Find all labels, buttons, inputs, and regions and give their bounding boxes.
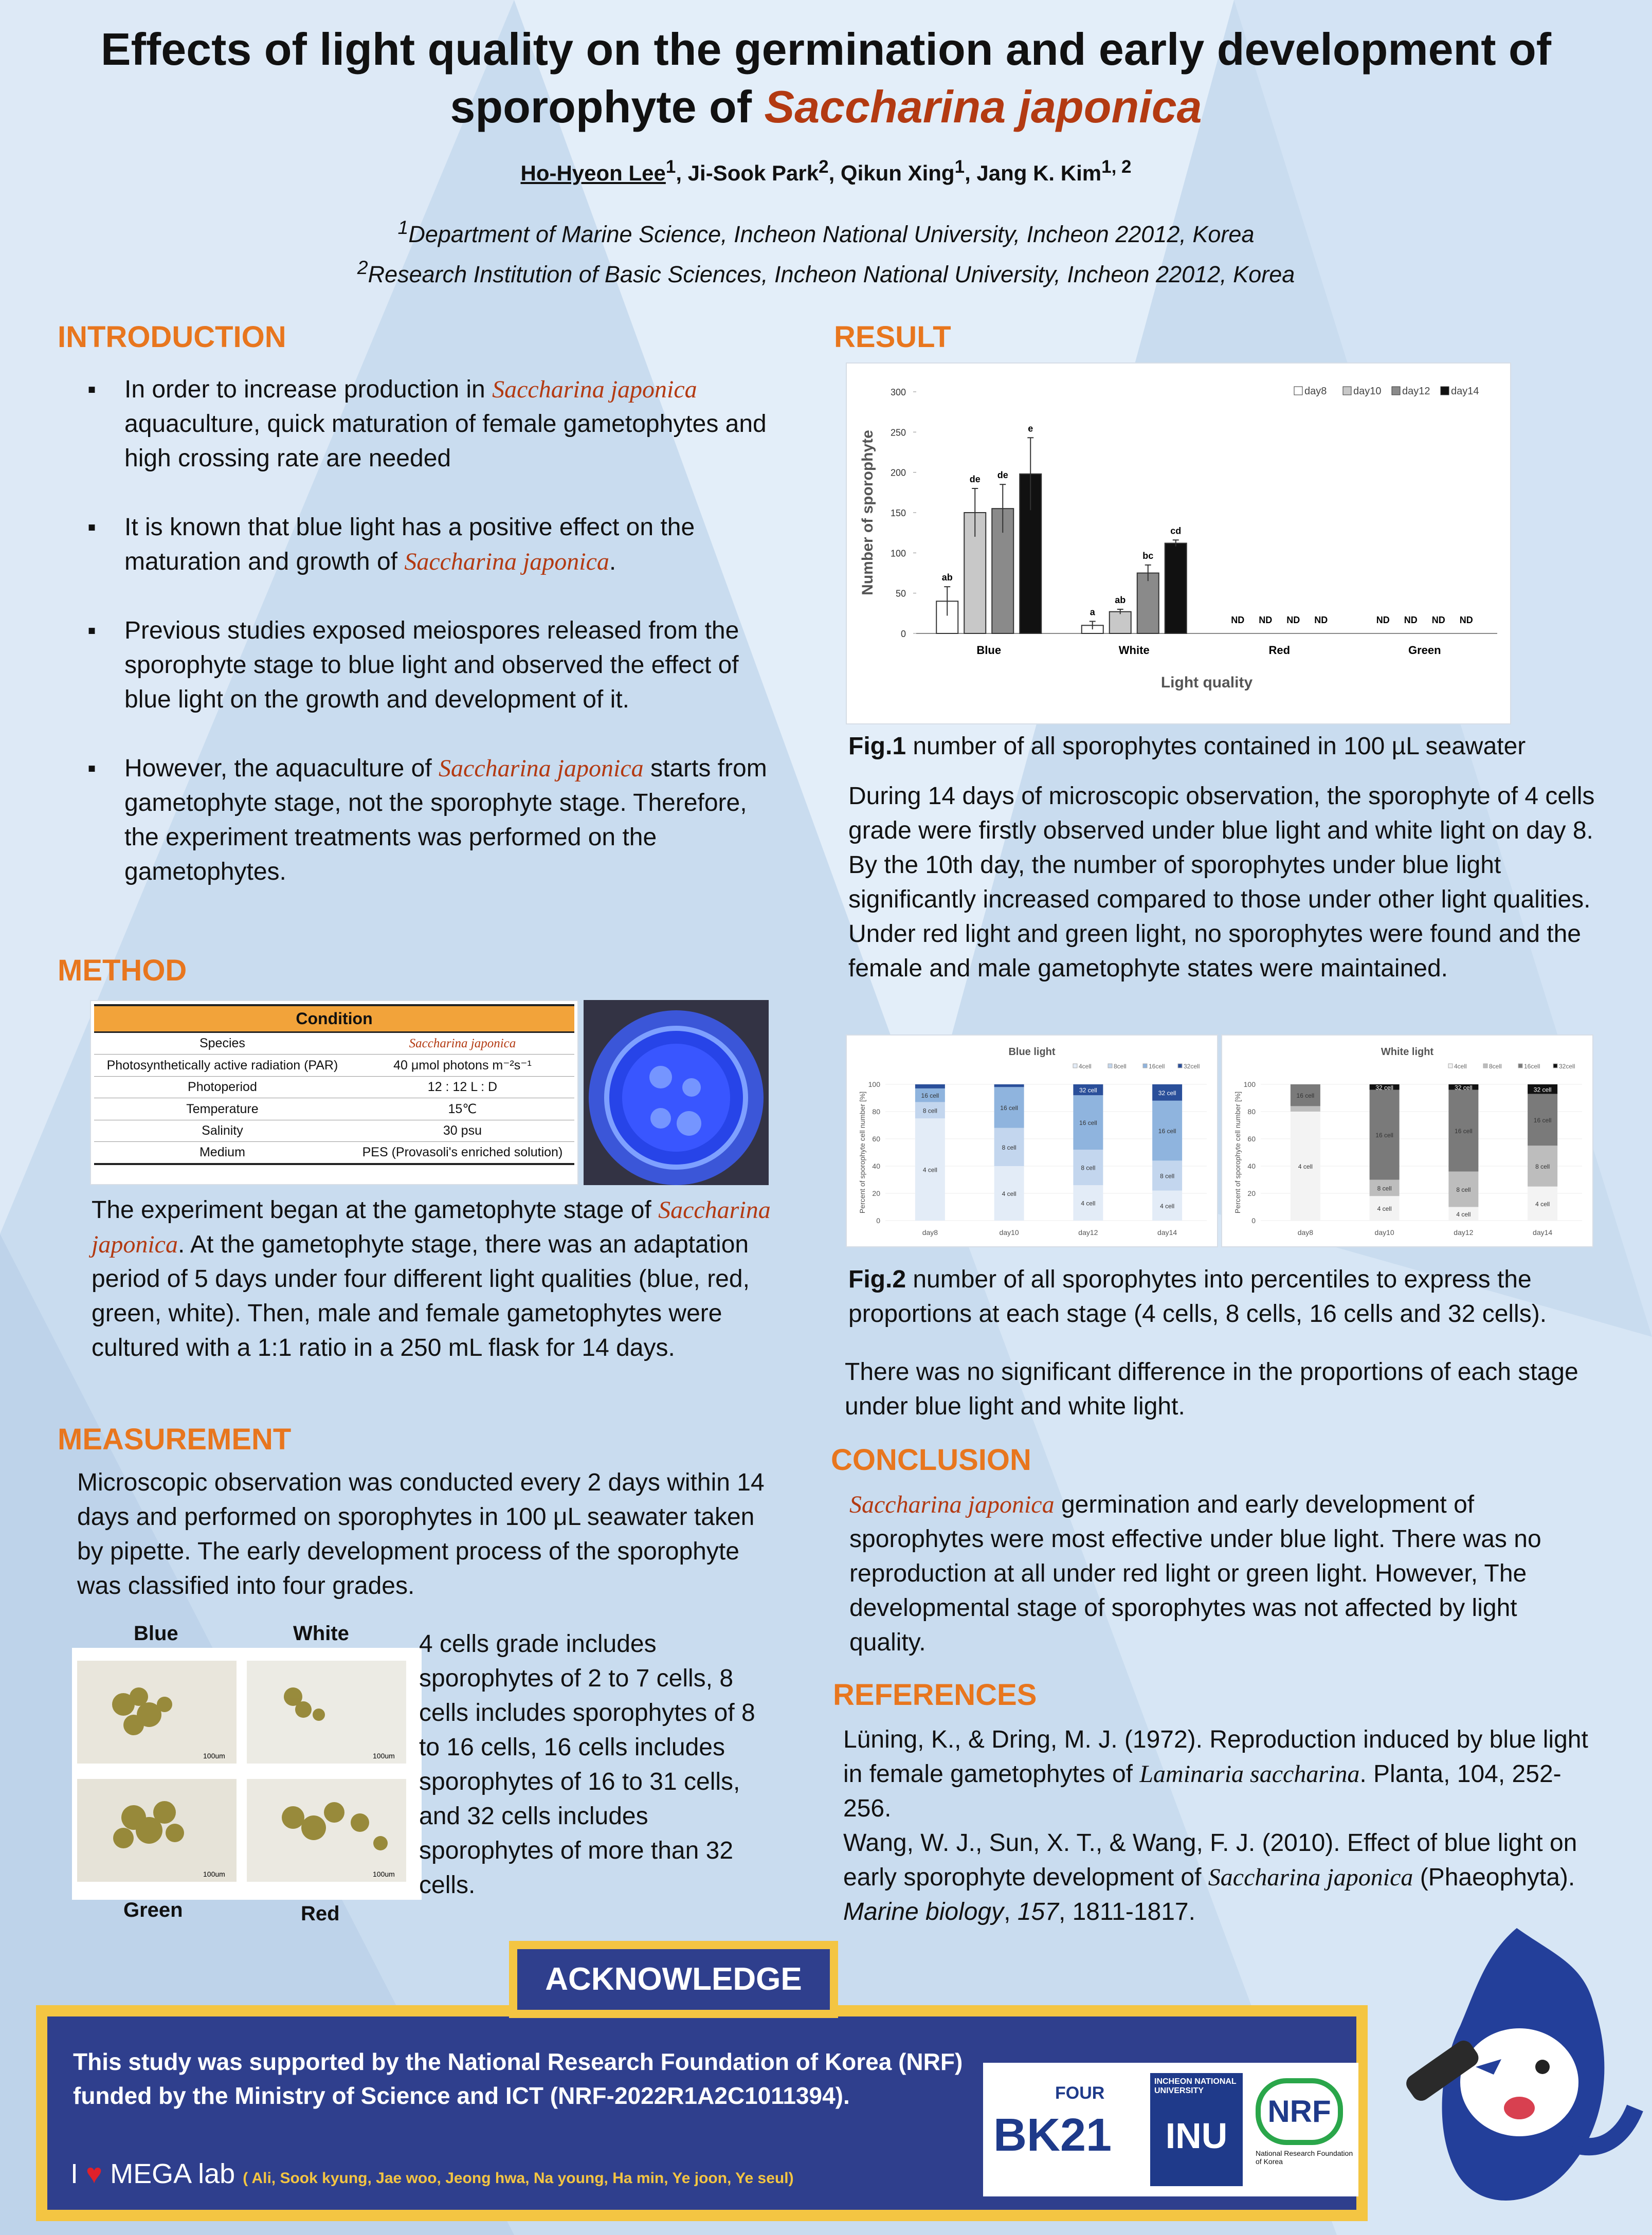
fig1-caption-text: number of all sporophytes contained in 100 µL seawater — [906, 733, 1526, 760]
conclusion-text: germination and early development of sporophytes were most effective under blue light. There was no reproduction at all under red light or green light. However, The developmental stage of sporophytes was not affected by light quality. — [849, 1491, 1541, 1656]
fig1-caption — [848, 729, 1620, 764]
intro-b2-pre: It is known that blue light has a positive effect on the maturation and growth of — [124, 514, 695, 575]
condition-table-header: Condition — [94, 1005, 574, 1032]
legend-label: day10 — [1353, 386, 1382, 397]
micrograph-images — [72, 1648, 422, 1900]
acknowledge-title: ACKNOWLEDGE — [517, 1949, 830, 2010]
bk21-logo — [993, 2083, 1112, 2181]
significance-letter: e — [1028, 423, 1033, 434]
legend-label: day14 — [1451, 386, 1479, 397]
segment-label: 16 cell — [1455, 1128, 1473, 1135]
conclusion-species: Saccharina japonica — [849, 1491, 1055, 1518]
segment-label: 8 cell — [922, 1107, 937, 1115]
legend-label: 4cell — [1454, 1063, 1467, 1070]
bk21-mark — [993, 2109, 1112, 2162]
intro-bullet-2 — [87, 510, 776, 579]
author-4: , Jang K. Kim — [965, 161, 1102, 185]
fig2-caption — [848, 1262, 1630, 1331]
fig1-label: Fig.1 — [848, 733, 906, 760]
x-tick-label: day14 — [1157, 1228, 1177, 1237]
love-line — [70, 2158, 794, 2190]
author-4-sup: 1, 2 — [1101, 157, 1132, 177]
micrograph-label-white: White — [293, 1622, 349, 1645]
legend-label: 8cell — [1489, 1063, 1502, 1070]
segment-label: 4 cell — [1298, 1163, 1313, 1170]
method-p-post: . At the gametophyte stage, there was an adaptation period of 5 days under four different light qualities (blue, red, green, white). Then, male and female gametophytes were cultured with a 1:1 ratio in a 250 mL flask for 14 days. — [92, 1231, 750, 1361]
ref2-pre: Wang, W. J., Sun, X. T., & Wang, F. J. (2010). Effect of blue light on early sporophyte development of — [843, 1829, 1577, 1891]
bk21-four: FOUR — [1055, 2083, 1105, 2103]
nd-label: ND — [1286, 615, 1300, 625]
fig1-bar-chart — [847, 364, 1510, 723]
affiliation-1-text: Department of Marine Science, Incheon National University, Incheon 22012, Korea — [408, 221, 1255, 247]
cond-key: Medium — [94, 1142, 351, 1165]
cond-key: Photosynthetically active radiation (PAR) — [94, 1055, 351, 1077]
method-p-pre: The experiment began at the gametophyte stage of — [92, 1196, 659, 1224]
y-tick-label: 20 — [872, 1189, 880, 1197]
title-line-2 — [31, 78, 1621, 136]
affiliation-2-sup: 2 — [357, 257, 368, 278]
cond-key: Salinity — [94, 1120, 351, 1142]
segment-label: 8 cell — [1160, 1172, 1175, 1180]
legend-label: day12 — [1402, 386, 1430, 397]
legend-swatch-32cell — [1553, 1064, 1557, 1068]
x-tick-label: day14 — [1533, 1228, 1553, 1237]
inu-logo — [1150, 2073, 1243, 2186]
result-paragraph-1: During 14 days of microscopic observation, the sporophyte of 4 cells grade were firstly observed under blue light and white light on day 8. By the 10th day, the number of sporophytes under blue light significantly increased compared to those under other light qualities. Under red light and green light, no sporophytes were found and the female and male gametophyte states were maintained. — [848, 783, 1595, 982]
x-tick-label: Red — [1268, 644, 1291, 657]
cond-key: Temperature — [94, 1098, 351, 1120]
acknowledge-box — [36, 2005, 1368, 2221]
method-heading: METHOD — [58, 954, 187, 987]
x-tick-label: day10 — [999, 1228, 1019, 1237]
nrf-logo — [1256, 2078, 1353, 2186]
micrograph-label-green: Green — [123, 1899, 183, 1921]
y-tick-label: 250 — [890, 427, 906, 438]
bk21-21: 21 — [1060, 2110, 1112, 2161]
segment-label: 16 cell — [1079, 1119, 1097, 1127]
ref1-italic: Laminaria saccharina — [1139, 1760, 1360, 1788]
intro-bullet-4 — [87, 751, 776, 889]
y-tick-label: 100 — [890, 548, 906, 559]
y-tick-label: 100 — [868, 1080, 880, 1088]
culture-flask-photo — [584, 1000, 769, 1185]
segment-label: 32 cell — [1533, 1086, 1552, 1094]
legend-swatch-4cell — [1073, 1064, 1077, 1068]
significance-letter: ab — [941, 572, 953, 583]
segment-8cell-day8 — [1291, 1106, 1320, 1112]
legend-swatch-8cell — [1483, 1064, 1487, 1068]
legend-swatch-day10 — [1343, 387, 1351, 395]
bar-day12-White — [1137, 573, 1159, 634]
significance-letter: ab — [1115, 595, 1126, 605]
segment-label: 32 cell — [1455, 1084, 1473, 1092]
micrograph-grid — [72, 1617, 422, 1936]
love-i: I — [70, 2158, 79, 2189]
significance-letter: de — [997, 470, 1008, 481]
method-paragraph — [92, 1193, 775, 1365]
scale-bar: 100um — [203, 1870, 225, 1878]
segment-label: 4 cell — [1535, 1200, 1550, 1208]
cond-value: 12 : 12 L : D — [351, 1077, 574, 1098]
segment-label: 8 cell — [1002, 1143, 1016, 1151]
segment-32cell-day10 — [994, 1084, 1024, 1087]
micrograph-label-blue: Blue — [134, 1622, 178, 1645]
inu-mark: INU — [1165, 2116, 1228, 2156]
author-3-sup: 1 — [954, 157, 965, 177]
segment-32cell-day8 — [915, 1084, 945, 1088]
nd-label: ND — [1259, 615, 1273, 625]
title-line-1: Effects of light quality on the germination and early development of — [100, 24, 1552, 75]
nd-label: ND — [1431, 615, 1445, 625]
ref1-pre: Lüning, K., & Dring, M. J. (1972). Reproduction induced by blue light in female gametophytes of — [843, 1726, 1588, 1788]
legend-swatch-day8 — [1294, 387, 1302, 395]
y-tick-label: 300 — [890, 387, 906, 397]
y-tick-label: 40 — [872, 1162, 880, 1170]
ref2-post: , 1811-1817. — [1058, 1898, 1195, 1925]
intro-b1-pre: In order to increase production in — [124, 376, 493, 403]
legend-swatch-4cell — [1448, 1064, 1453, 1068]
result-paragraph-2: There was no significant difference in the proportions of each stage under blue light and white light. — [845, 1358, 1578, 1420]
ref2-italic: Saccharina japonica — [1208, 1864, 1413, 1891]
introduction-heading: INTRODUCTION — [58, 320, 286, 354]
nd-label: ND — [1376, 615, 1390, 625]
cond-key: Species — [94, 1032, 351, 1055]
legend-label: 8cell — [1114, 1063, 1127, 1070]
x-tick-label: day12 — [1078, 1228, 1098, 1237]
fig1-panel — [846, 362, 1511, 724]
scale-bar: 100um — [203, 1752, 225, 1760]
condition-table — [94, 1004, 574, 1165]
x-axis-label: Light quality — [1160, 674, 1253, 691]
legend-label: 16cell — [1149, 1063, 1165, 1070]
cond-value: 40 μmol photons m⁻²s⁻¹ — [351, 1055, 574, 1077]
legend-swatch-day14 — [1441, 387, 1449, 395]
inu-text: INCHEON NATIONAL UNIVERSITY — [1154, 2077, 1237, 2095]
segment-label: 4 cell — [1377, 1205, 1392, 1213]
legend-label: 4cell — [1079, 1063, 1092, 1070]
affiliation-2-text: Research Institution of Basic Sciences, Incheon National University, Incheon 22012, Korea — [368, 261, 1295, 287]
intro-b1-species: Saccharina japonica — [492, 376, 697, 403]
nd-label: ND — [1231, 615, 1245, 625]
result-heading: RESULT — [834, 320, 951, 354]
affiliations — [0, 211, 1652, 291]
y-tick-label: 80 — [872, 1107, 880, 1116]
segment-label: 4 cell — [1081, 1200, 1096, 1207]
y-axis-label: Number of sporophyte — [859, 430, 876, 595]
fig2-caption-text: number of all sporophytes into percentiles to express the proportions at each stage (4 cells, 8 cells, 16 cells and 32 cells). — [848, 1266, 1547, 1328]
y-tick-label: 100 — [1243, 1080, 1256, 1088]
x-tick-label: day12 — [1454, 1228, 1474, 1237]
micrograph-label-red: Red — [301, 1902, 340, 1925]
scale-bar: 100um — [373, 1870, 395, 1878]
segment-label: 8 cell — [1456, 1186, 1471, 1194]
legend-swatch-16cell — [1143, 1064, 1147, 1068]
ref2-comma: , — [1004, 1898, 1018, 1925]
intro-b1-post: aquaculture, quick maturation of female gametophytes and high crossing rate are needed — [124, 410, 767, 472]
segment-label: 32 cell — [1375, 1084, 1393, 1092]
legend-swatch-8cell — [1108, 1064, 1112, 1068]
cond-key: Photoperiod — [94, 1077, 351, 1098]
poster-title — [31, 21, 1621, 136]
ref1-post: . Planta, 104, 252-256. — [843, 1760, 1562, 1822]
x-tick-label: day10 — [1374, 1228, 1394, 1237]
segment-label: 16 cell — [1000, 1104, 1018, 1112]
affiliation-1 — [0, 211, 1652, 251]
intro-b2-post: . — [609, 548, 616, 575]
author-1-sup: 1 — [665, 157, 676, 177]
references-list — [843, 1722, 1604, 1929]
segment-label: 32 cell — [1158, 1089, 1176, 1097]
y-tick-label: 80 — [1247, 1107, 1256, 1116]
segment-label: 4 cell — [922, 1166, 937, 1174]
significance-letter: de — [969, 474, 981, 484]
bk21-bk: BK — [993, 2110, 1060, 2161]
cond-value: Saccharina japonica — [351, 1032, 574, 1055]
lab-members: ( Ali, Sook kyung, Jae woo, Jeong hwa, Na young, Ha min, Ye joon, Ye seul) — [243, 2170, 794, 2187]
legend-label: 32cell — [1559, 1063, 1575, 1070]
segment-label: 8 cell — [1081, 1164, 1096, 1172]
y-tick-label: 40 — [1247, 1162, 1256, 1170]
x-tick-label: Blue — [976, 644, 1002, 657]
segment-label: 16 cell — [1296, 1092, 1315, 1100]
segment-label: 16 cell — [1533, 1116, 1552, 1124]
x-tick-label: day8 — [1297, 1228, 1314, 1237]
fig2-white-chart — [1222, 1035, 1592, 1246]
fig2-white-panel — [1221, 1034, 1593, 1247]
nd-label: ND — [1404, 615, 1418, 625]
method-p-species: Saccharina japonica — [92, 1196, 771, 1258]
nd-label: ND — [1314, 615, 1328, 625]
y-tick-label: 0 — [1251, 1216, 1256, 1225]
legend-swatch-day12 — [1392, 387, 1400, 395]
fig2-label: Fig.2 — [848, 1266, 906, 1293]
condition-table-panel — [90, 1000, 578, 1185]
sponsor-logos — [983, 2063, 1358, 2196]
grade-definition: 4 cells grade includes sporophytes of 2 to 7 cells, 8 cells includes sporophytes of 8 to 16 cells, 16 cells includes sporophytes of 16 to 31 cells, and 32 cells includes sporophytes of more than 32 cells. — [419, 1630, 755, 1899]
segment-label: 8 cell — [1535, 1163, 1550, 1170]
cond-value: 30 psu — [351, 1120, 574, 1142]
intro-b2-species: Saccharina japonica — [404, 548, 609, 575]
y-tick-label: 200 — [890, 467, 906, 478]
intro-b4-post: starts from gametophyte stage, not the sporophyte stage. Therefore, the experiment treatments was performed on the gametophytes. — [124, 755, 767, 885]
author-1: Ho-Hyeon Lee — [520, 161, 666, 185]
legend-label: 32cell — [1184, 1063, 1200, 1070]
segment-label: 8 cell — [1377, 1185, 1392, 1192]
intro-b4-pre: However, the aquaculture of — [124, 755, 439, 782]
legend-label: 16cell — [1524, 1063, 1540, 1070]
author-list — [0, 157, 1652, 186]
conclusion-paragraph — [849, 1487, 1580, 1660]
scale-bar: 100um — [373, 1752, 395, 1760]
chart-title: Blue light — [1008, 1046, 1056, 1058]
segment-label: 4 cell — [1002, 1190, 1016, 1197]
y-tick-label: 0 — [900, 629, 906, 639]
intro-b4-species: Saccharina japonica — [439, 755, 644, 782]
measurement-paragraph: Microscopic observation was conducted every 2 days within 14 days and performed on sporophytes in 100 μL seawater taken by pipette. The early development process of the sporophyte was classified into four grades. — [77, 1469, 765, 1600]
author-2: , Ji-Sook Park — [676, 161, 819, 185]
significance-letter: a — [1090, 607, 1095, 617]
legend-label: day8 — [1304, 386, 1327, 397]
cond-value: 15℃ — [351, 1098, 574, 1120]
references-heading: REFERENCES — [833, 1678, 1037, 1712]
acknowledge-text: This study was supported by the National Research Foundation of Korea (NRF) funded by the Ministry of Science and ICT (NRF-2022R1A2C1011394). — [73, 2048, 963, 2109]
ref2-mid: (Phaeophyta). — [1413, 1864, 1575, 1891]
segment-label: 16 cell — [921, 1092, 939, 1100]
title-species: Saccharina japonica — [764, 81, 1202, 132]
affiliation-1-sup: 1 — [397, 216, 409, 238]
segment-label: 16 cell — [1375, 1132, 1393, 1139]
nd-label: ND — [1459, 615, 1473, 625]
significance-letter: bc — [1142, 550, 1154, 561]
nrf-mark: NRF — [1256, 2078, 1343, 2145]
bar-day14-White — [1165, 543, 1187, 633]
ref2-journal: Marine biology — [843, 1898, 1004, 1925]
significance-letter: cd — [1170, 525, 1182, 536]
chart-title: White light — [1381, 1046, 1434, 1058]
x-tick-label: White — [1118, 644, 1150, 657]
x-tick-label: day8 — [922, 1228, 938, 1237]
y-axis-label: Percent of sporophyte cell number [%] — [858, 1091, 866, 1214]
legend-swatch-32cell — [1178, 1064, 1182, 1068]
intro-bullet-1 — [87, 372, 776, 476]
y-tick-label: 20 — [1247, 1189, 1256, 1197]
author-2-sup: 2 — [819, 157, 829, 177]
y-tick-label: 60 — [1247, 1135, 1256, 1143]
fig2-blue-panel — [846, 1034, 1218, 1247]
segment-label: 4 cell — [1160, 1202, 1175, 1210]
segment-label: 16 cell — [1158, 1128, 1176, 1135]
reference-1 — [843, 1722, 1604, 1826]
title-prefix: sporophyte of — [450, 81, 765, 132]
introduction-body — [87, 372, 776, 923]
mascot-illustration — [1399, 1913, 1645, 2221]
y-tick-label: 0 — [876, 1216, 880, 1225]
affiliation-2 — [0, 251, 1652, 291]
segment-label: 32 cell — [1079, 1086, 1097, 1094]
y-tick-label: 50 — [895, 588, 906, 599]
legend-swatch-16cell — [1518, 1064, 1522, 1068]
measurement-heading: MEASUREMENT — [58, 1423, 292, 1456]
heart-icon: ♥ — [86, 2158, 103, 2189]
fig2-blue-chart — [847, 1035, 1217, 1246]
y-tick-label: 60 — [872, 1135, 880, 1143]
lab-name: MEGA lab — [110, 2158, 235, 2189]
nrf-text: National Research Foundation of Korea — [1256, 2149, 1353, 2166]
segment-label: 4 cell — [1456, 1210, 1471, 1218]
acknowledge-title-tab — [509, 1941, 838, 2018]
cond-value: PES (Provasoli's enriched solution) — [351, 1142, 574, 1165]
x-tick-label: Green — [1408, 644, 1441, 657]
author-3: , Qikun Xing — [828, 161, 955, 185]
y-axis-label: Percent of sporophyte cell number [%] — [1233, 1091, 1242, 1214]
y-tick-label: 150 — [890, 508, 906, 518]
conclusion-heading: CONCLUSION — [831, 1443, 1031, 1477]
intro-bullet-3: ▪ Previous studies exposed meiospores released from the sporophyte stage to blue light and observed the effect of blue light on the growth and development of it. — [87, 613, 776, 717]
ref2-volume: 157 — [1017, 1898, 1059, 1925]
bar-day10-White — [1110, 612, 1131, 633]
